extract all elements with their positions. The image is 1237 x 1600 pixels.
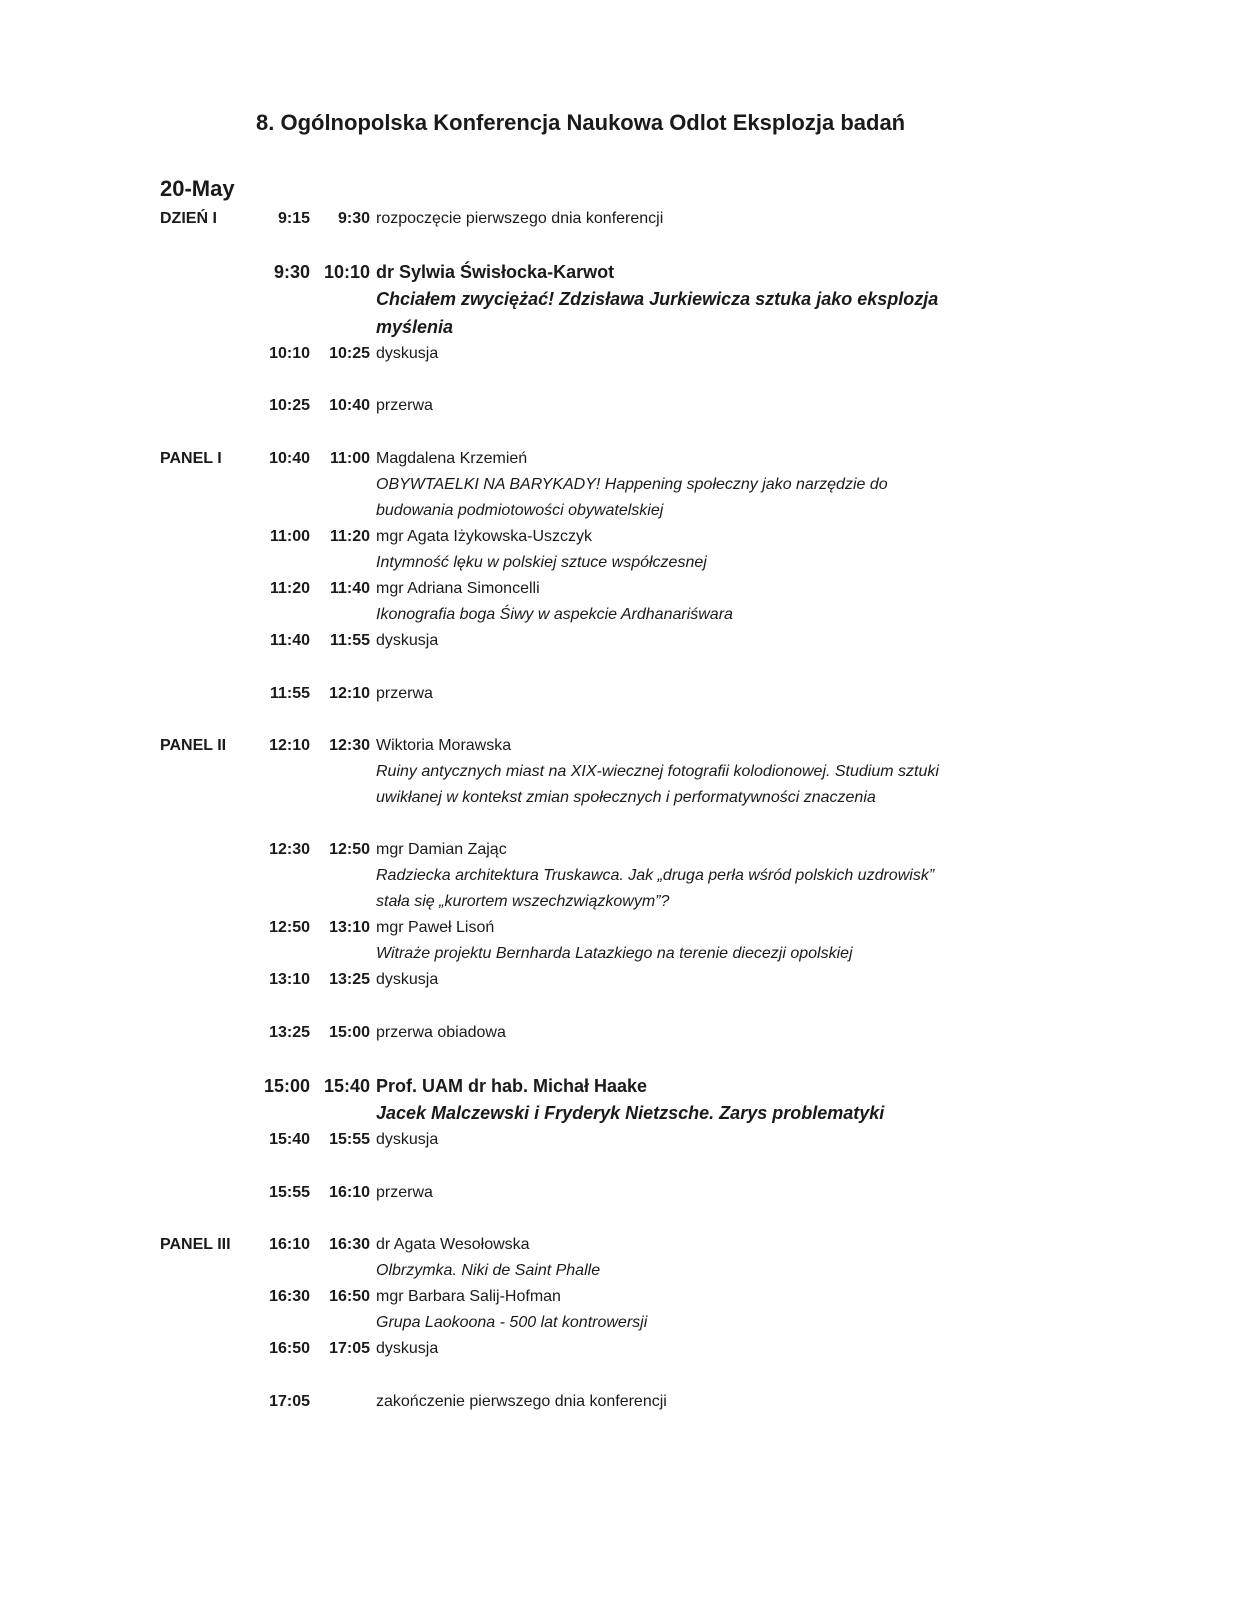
schedule-row	[0, 1127, 1237, 1153]
start-time: 12:30	[269, 841, 310, 858]
start-time: 9:30	[273, 262, 310, 282]
end-time: 15:55	[329, 1131, 370, 1148]
talk-title: Jacek Malczewski i Fryderyk Nietzsche. Zarys problematyki	[376, 1103, 885, 1123]
end-time: 10:40	[329, 397, 370, 414]
day-label: DZIEŃ I	[160, 210, 217, 227]
schedule-row	[0, 1072, 1237, 1098]
start-time: 17:05	[269, 1393, 310, 1410]
schedule-date: 20-May	[160, 176, 235, 201]
talk-title: Ikonografia boga Śiwy w aspekcie Ardhanariśwara	[376, 606, 733, 623]
speaker-name: mgr Barbara Salij-Hofman	[376, 1288, 561, 1305]
speaker-name: mgr Damian Zając	[376, 841, 507, 858]
schedule-row	[0, 967, 1237, 993]
start-time: 15:40	[269, 1131, 310, 1148]
talk-title: Radziecka architektura Truskawca. Jak „druga perła wśród polskich uzdrowisk” stała się „kurortem wszechzwiązkowym”?	[376, 867, 935, 910]
start-time: 10:10	[269, 345, 310, 362]
schedule-row	[0, 393, 1237, 419]
talk-title: Grupa Laokoona - 500 lat kontrowersji	[376, 1314, 648, 1331]
schedule-row	[0, 524, 1237, 550]
talk-title: Ruiny antycznych miast na XIX-wiecznej fotografii kolodionowej. Studium sztuki uwikłanej w kontekst zmian społecznych i performatywności znaczenia	[376, 763, 939, 806]
talk-title: Intymność lęku w polskiej sztuce współczesnej	[376, 554, 707, 571]
session-text: dyskusja	[376, 971, 439, 988]
schedule-row	[0, 1020, 1237, 1046]
start-time: 11:55	[269, 685, 310, 702]
speaker-name: mgr Adriana Simoncelli	[376, 580, 540, 597]
start-time: 16:50	[269, 1340, 310, 1357]
end-time: 16:50	[329, 1288, 370, 1305]
end-time: 15:40	[323, 1076, 370, 1096]
panel-label: PANEL I	[160, 450, 222, 467]
start-time: 10:40	[269, 450, 310, 467]
talk-title: OBYWTAELKI NA BARYKADY! Happening społeczny jako narzędzie do budowania podmiotowości obywatelskiej	[376, 476, 888, 519]
end-time: 9:30	[337, 210, 370, 227]
speaker-name: mgr Agata Iżykowska-Uszczyk	[376, 528, 593, 545]
speaker-name: mgr Paweł Lisoń	[376, 919, 495, 936]
schedule-row	[0, 1336, 1237, 1362]
session-text: przerwa	[376, 397, 433, 414]
end-time: 11:55	[329, 632, 370, 649]
start-time: 15:55	[269, 1184, 310, 1201]
session-text: przerwa obiadowa	[376, 1024, 506, 1041]
session-text: dyskusja	[376, 632, 439, 649]
document-title: 8. Ogólnopolska Konferencja Naukowa Odlot Eksplozja badań	[256, 110, 906, 135]
session-text: dyskusja	[376, 345, 439, 362]
start-time: 13:25	[269, 1024, 310, 1041]
end-time: 12:10	[329, 685, 370, 702]
schedule-row	[0, 341, 1237, 367]
schedule-row	[0, 258, 1237, 284]
start-time: 11:00	[269, 528, 310, 545]
session-text: dyskusja	[376, 1131, 439, 1148]
schedule-row	[0, 837, 1237, 863]
speaker-name: dr Sylwia Świsłocka-Karwot	[376, 262, 615, 282]
schedule-row	[0, 1232, 1237, 1258]
start-time: 9:15	[277, 210, 310, 227]
schedule-row	[0, 1180, 1237, 1206]
schedule-row	[0, 576, 1237, 602]
session-text: rozpoczęcie pierwszego dnia konferencji	[376, 210, 664, 227]
end-time: 17:05	[329, 1340, 370, 1357]
end-time: 11:40	[329, 580, 370, 597]
session-text: zakończenie pierwszego dnia konferencji	[376, 1393, 667, 1410]
schedule-row	[0, 206, 1237, 232]
speaker-name: Prof. UAM dr hab. Michał Haake	[376, 1076, 648, 1096]
panel-label: PANEL II	[160, 737, 227, 754]
start-time: 16:30	[269, 1288, 310, 1305]
end-time: 11:20	[329, 528, 370, 545]
end-time: 10:25	[329, 345, 370, 362]
end-time: 13:25	[329, 971, 370, 988]
start-time: 12:50	[269, 919, 310, 936]
talk-title: Chciałem zwyciężać! Zdzisława Jurkiewicza sztuka jako eksplozja myślenia	[376, 289, 939, 337]
schedule-row	[0, 681, 1237, 707]
talk-title: Witraże projektu Bernharda Latazkiego na terenie diecezji opolskiej	[376, 945, 853, 962]
end-time: 16:10	[329, 1184, 370, 1201]
session-text: dyskusja	[376, 1340, 439, 1357]
start-time: 10:25	[269, 397, 310, 414]
speaker-name: Wiktoria Morawska	[376, 737, 512, 754]
session-text: przerwa	[376, 1184, 433, 1201]
end-time: 12:50	[329, 841, 370, 858]
schedule-row	[0, 446, 1237, 472]
schedule-row	[0, 915, 1237, 941]
end-time: 10:10	[323, 262, 370, 282]
start-time: 15:00	[263, 1076, 310, 1096]
talk-title: Olbrzymka. Niki de Saint Phalle	[376, 1262, 601, 1279]
start-time: 12:10	[269, 737, 310, 754]
schedule-row	[0, 1284, 1237, 1310]
start-time: 11:20	[269, 580, 310, 597]
panel-label: PANEL III	[160, 1236, 231, 1253]
speaker-name: dr Agata Wesołowska	[376, 1236, 530, 1253]
schedule-row	[0, 1389, 1237, 1415]
end-time: 11:00	[329, 450, 370, 467]
speaker-name: Magdalena Krzemień	[376, 450, 528, 467]
end-time: 13:10	[329, 919, 370, 936]
schedule-row	[0, 733, 1237, 759]
end-time: 12:30	[329, 737, 370, 754]
session-text: przerwa	[376, 685, 433, 702]
end-time: 16:30	[329, 1236, 370, 1253]
start-time: 16:10	[269, 1236, 310, 1253]
start-time: 11:40	[269, 632, 310, 649]
schedule-row	[0, 628, 1237, 654]
end-time: 15:00	[329, 1024, 370, 1041]
start-time: 13:10	[269, 971, 310, 988]
